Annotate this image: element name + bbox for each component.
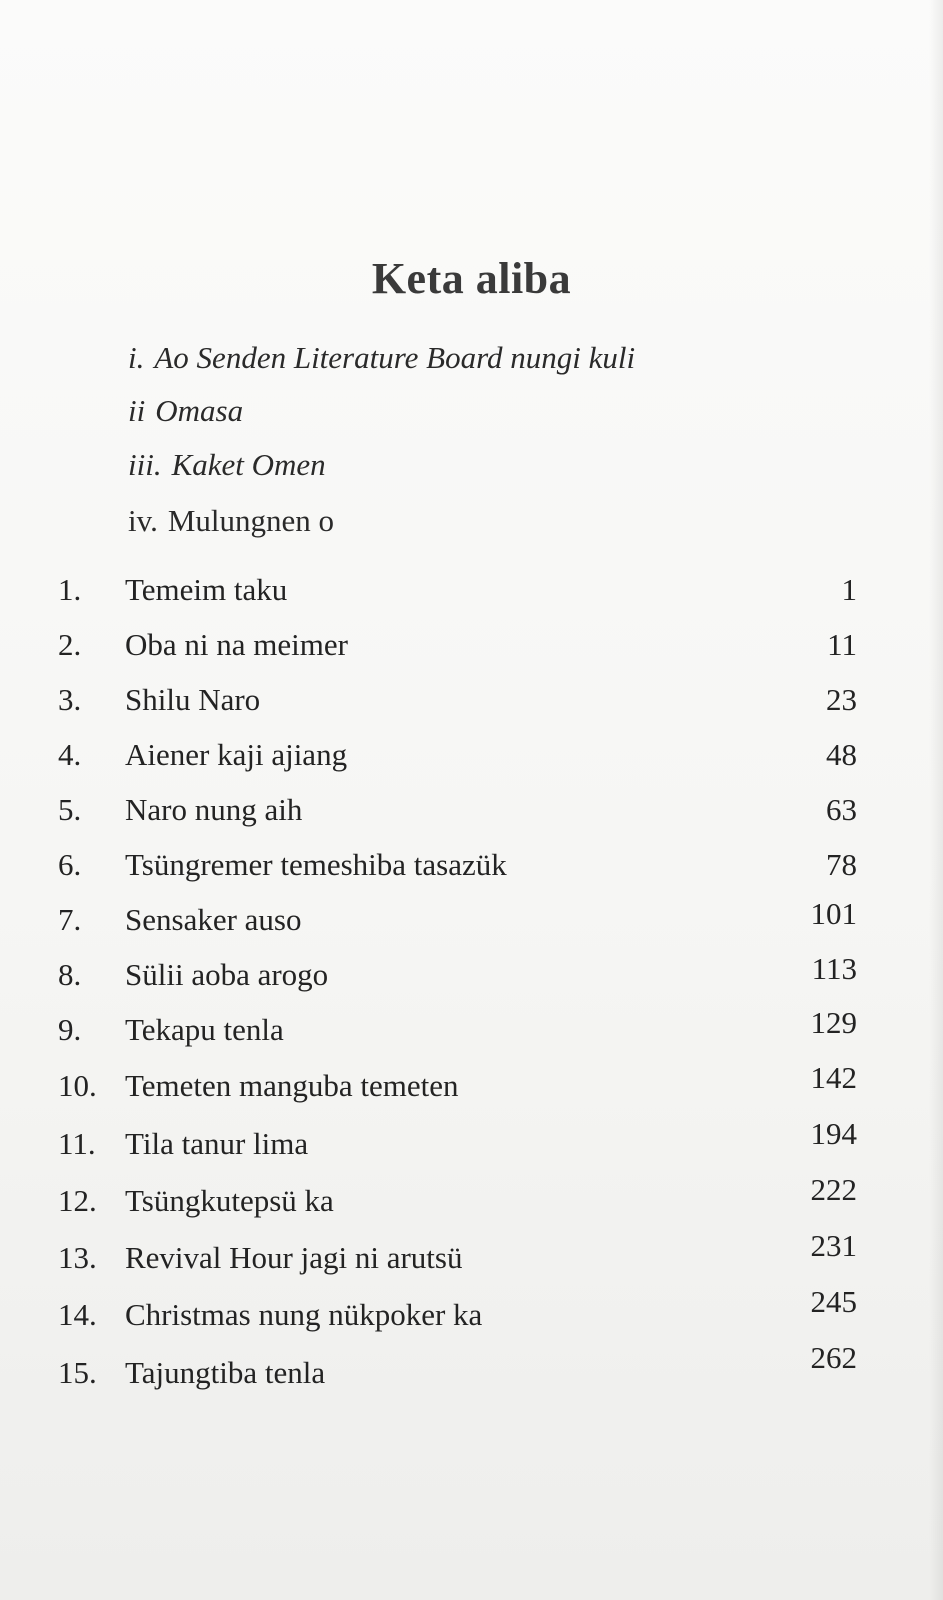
chapter-title: Tajungtiba tenla	[125, 1355, 326, 1390]
chapter-page: 1	[841, 572, 857, 607]
chapter-number: 9.	[58, 1012, 82, 1047]
chapter-title: Naro nung aih	[125, 792, 303, 827]
chapter-title: Aiener kaji ajiang	[125, 737, 348, 772]
chapter-page: 222	[810, 1172, 857, 1207]
chapter-page: 262	[810, 1340, 857, 1375]
chapter-title: Tekapu tenla	[125, 1012, 284, 1047]
chapter-page: 113	[811, 951, 857, 986]
chapter-number: 14.	[58, 1297, 97, 1332]
chapter-title: Tila tanur lima	[125, 1126, 309, 1161]
chapter-number: 10.	[58, 1068, 97, 1103]
chapter-number: 5.	[58, 792, 82, 827]
toc-row	[0, 1172, 943, 1227]
chapter-title: Temeten manguba temeten	[125, 1068, 459, 1103]
front-matter-label: Mulungnen o	[167, 503, 335, 538]
chapter-number: 1.	[58, 572, 82, 607]
chapter-number: 7.	[58, 902, 82, 937]
front-matter-item	[128, 447, 326, 483]
page-edge-shadow	[929, 0, 943, 1600]
front-matter-label: Omasa	[155, 393, 244, 428]
toc-row	[0, 1228, 943, 1284]
chapter-title: Tsüngremer temeshiba tasazük	[125, 847, 507, 882]
toc-row	[0, 792, 943, 836]
chapter-page: 63	[826, 792, 857, 827]
chapter-page: 231	[810, 1228, 857, 1263]
chapter-title: Sensaker auso	[125, 902, 302, 937]
front-matter-item	[128, 393, 243, 429]
chapter-title: Christmas nung nükpoker ka	[125, 1297, 483, 1332]
front-matter-item	[128, 340, 635, 376]
front-matter-number: ii	[128, 393, 146, 428]
toc-row	[0, 1284, 943, 1341]
front-matter-number: i.	[128, 340, 145, 375]
toc-row	[0, 847, 943, 891]
chapter-page: 78	[826, 847, 857, 882]
chapter-page: 101	[810, 896, 857, 931]
chapter-title: Shilu Naro	[125, 682, 261, 717]
chapter-title: Tsüngkutepsü ka	[125, 1183, 334, 1218]
toc-row	[0, 572, 943, 616]
chapter-number: 2.	[58, 627, 82, 662]
front-matter-number: iv.	[128, 503, 158, 538]
chapter-number: 8.	[58, 957, 82, 992]
toc-row	[0, 682, 943, 726]
toc-row	[0, 896, 943, 946]
front-matter-label: Kaket Omen	[171, 447, 326, 482]
front-matter-item	[128, 503, 334, 539]
toc-row	[0, 951, 943, 1001]
chapter-number: 12.	[58, 1183, 97, 1218]
chapter-title: Oba ni na meimer	[125, 627, 348, 662]
chapter-page: 142	[810, 1060, 857, 1095]
toc-row	[0, 1060, 943, 1112]
chapter-page: 129	[810, 1005, 857, 1040]
chapter-title: Sülii aoba arogo	[125, 957, 329, 992]
page-title: Keta aliba	[371, 254, 572, 303]
toc-row	[0, 627, 943, 671]
chapter-page: 245	[810, 1284, 857, 1319]
chapter-number: 15.	[58, 1355, 97, 1390]
chapter-number: 4.	[58, 737, 82, 772]
chapter-number: 6.	[58, 847, 82, 882]
chapter-page: 48	[826, 737, 857, 772]
toc-row	[0, 1340, 943, 1399]
chapter-page: 23	[826, 682, 857, 717]
chapter-title: Revival Hour jagi ni arutsü	[125, 1240, 463, 1275]
chapter-page: 11	[827, 627, 857, 662]
toc-row	[0, 737, 943, 781]
toc-row	[0, 1005, 943, 1056]
chapter-page: 194	[810, 1116, 857, 1151]
chapter-title: Temeim taku	[125, 572, 288, 607]
toc-row	[0, 1116, 943, 1170]
front-matter-number: iii.	[128, 447, 162, 482]
chapter-number: 3.	[58, 682, 82, 717]
chapter-number: 11.	[58, 1126, 96, 1161]
front-matter-label: Ao Senden Literature Board nungi kuli	[154, 340, 636, 375]
chapter-number: 13.	[58, 1240, 97, 1275]
